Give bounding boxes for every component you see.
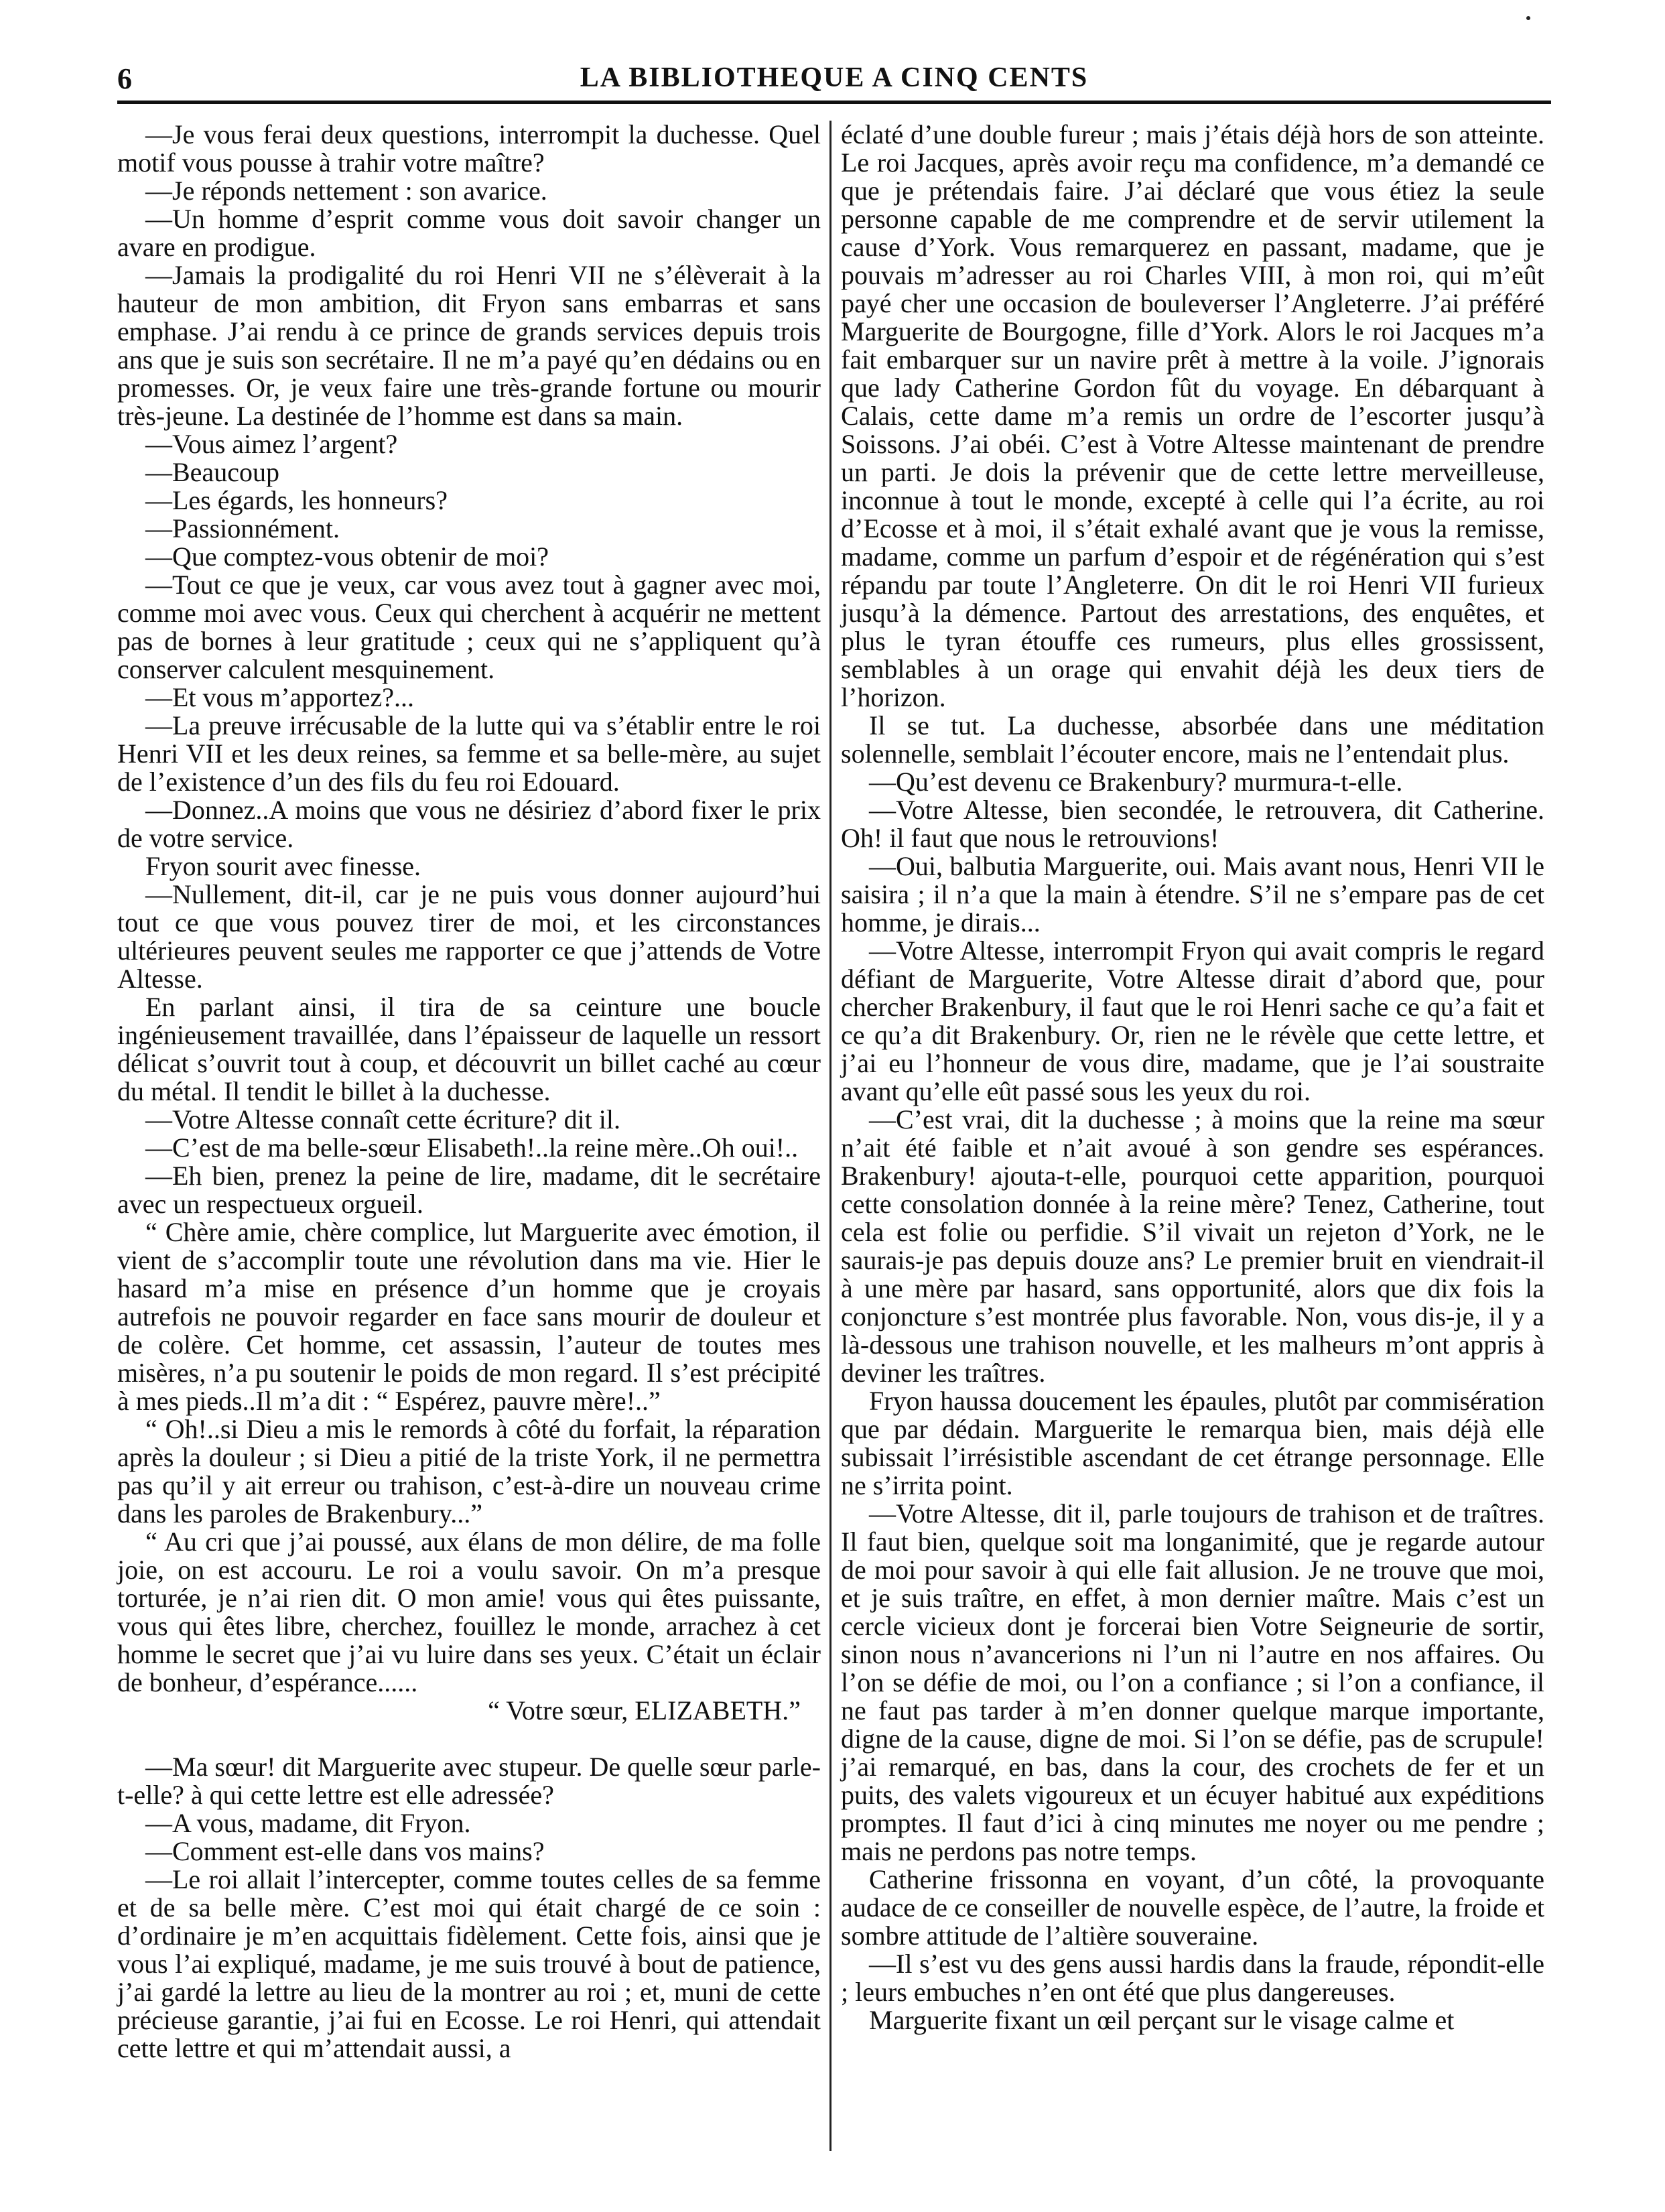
paragraph: Marguerite fixant un œil perçant sur le visage calme et <box>869 2005 1455 2035</box>
right-column <box>841 121 1544 2034</box>
paragraph: —Que comptez-vous obtenir de moi? <box>145 541 549 572</box>
letter-paragraph: “ Chère amie, chère complice, lut Marguerite avec émotion, il vient de s’accomplir toute une révolution dans ma vie. Hier le hasard m’a mise en présence d’un homme que je croyais autrefois ne pouvoir regarder en face sans mourir de douleur et de colère. Cet homme, cet assassin, l’auteur de toutes mes misères, n’a pu soutenir le poids de mon regard. Il s’est précipité à mes pieds..Il m’a dit : “ Espérez, pauvre mère!..” <box>117 1217 821 1416</box>
paragraph: —A vous, madame, dit Fryon. <box>145 1808 471 1838</box>
paragraph: —Nullement, dit-il, car je ne puis vous donner aujourd’hui tout ce que vous pouvez tirer de moi, et les circonstances ultérieures peuvent seules me rapporter ce que j’attends de Votre Altesse. <box>117 879 821 994</box>
paragraph: Il se tut. La duchesse, absorbée dans une méditation solennelle, semblait l’écouter encore, mais ne l’entendait plus. <box>841 710 1544 769</box>
paragraph: —Et vous m’apportez?... <box>145 682 414 712</box>
paragraph: —Votre Altesse, dit il, parle toujours de trahison et de traîtres. Il faut bien, quelque soit ma longanimité, que je regarde autour de moi pour savoir à qui elle fait allusion. Je ne trouve que moi, et je suis traître, en effet, à mon dernier maître. Mais c’est un cercle vicieux dont je forcerai bien Votre Seigneurie de sortir, sinon nous n’avancerions ni l’un ni l’autre en nos affaires. Ou l’on se défie de moi, ou l’on a confiance ; si l’on a confiance, il ne faut pas tarder à m’en donner quelque marque importante, digne de la cause, digne de moi. Si l’on se défie, pas de scrupule! j’ai remarqué, en bas, dans la cour, des crochets de fer et un puits, des valets vigoureux et un écuyer habitué aux expéditions promptes. Il faut d’ici à cinq minutes me noyer ou me pendre ; mais ne perdons pas notre temps. <box>841 1498 1544 1866</box>
paragraph: —Oui, balbutia Marguerite, oui. Mais avant nous, Henri VII le saisira ; il n’a que la main à étendre. S’il ne s’empare pas de cet homme, je dirais... <box>841 851 1544 937</box>
paragraph: éclaté d’une double fureur ; mais j’étais déjà hors de son atteinte. Le roi Jacques, après avoir reçu ma confidence, m’a demandé ce que je prétendais faire. J’ai déclaré que vous étiez la seule personne capable de me comprendre et de servir utilement la cause d’York. Vous remarquerez en passant, madame, que je pouvais m’adresser au roi Charles VIII, à mon roi, qui m’eût payé cher une occasion de bouleverser l’Angleterre. J’ai préféré Marguerite de Bourgogne, fille d’York. Alors le roi Jacques m’a fait embarquer sur un navire prêt à mettre à la voile. J’ignorais que lady Catherine Gordon fût du voyage. En débarquant à Calais, cette dame m’a remis un ordre de l’escorter jusqu’à Soissons. J’ai obéi. C’est à Votre Altesse maintenant de prendre un parti. Je dois la prévenir que de cette lettre merveilleuse, inconnue à tout le monde, excepté à celle qui l’a écrite, au roi d’Ecosse et à moi, il s’était exhalé avant que je vous la remisse, madame, comme un parfum d’espoir et de régénération qui s’est répandu par toute l’Angleterre. On dit le roi Henri VII furieux jusqu’à la démence. Partout des arrestations, des enquêtes, et plus le tyran étouffe ces rumeurs, plus elles grossissent, semblables à un orage qui envahit déjà les deux tiers de l’horizon. <box>841 119 1544 712</box>
running-title: LA BIBLIOTHEQUE A CINQ CENTS <box>580 62 1089 93</box>
paragraph: —Vous aimez l’argent? <box>145 429 398 459</box>
paragraph: Fryon sourit avec finesse. <box>145 851 421 881</box>
print-speck <box>1526 16 1530 20</box>
header-rule <box>117 101 1551 104</box>
paragraph: —Passionnément. <box>145 513 340 543</box>
paragraph: —Qu’est devenu ce Brakenbury? murmura-t-elle. <box>869 767 1403 797</box>
paragraph: —Je vous ferai deux questions, interrompit la duchesse. Quel motif vous pousse à trahir votre maître? <box>117 119 821 178</box>
paragraph: —Ma sœur! dit Marguerite avec stupeur. De quelle sœur parle-t-elle? à qui cette lettre est elle adressée? <box>117 1752 821 1810</box>
paragraph: —Beaucoup <box>145 457 279 487</box>
paragraph: Catherine frissonna en voyant, d’un côté, la provoquante audace de ce conseiller de nouvelle espèce, de l’autre, la froide et sombre attitude de l’altière souveraine. <box>841 1864 1544 1951</box>
paragraph: —C’est de ma belle-sœur Elisabeth!..la reine mère..Oh oui!.. <box>145 1132 799 1163</box>
paragraph: —Votre Altesse, bien secondée, le retrouvera, dit Catherine. Oh! il faut que nous le retrouvions! <box>841 795 1544 853</box>
letter-signature: “ Votre sœur, ELIZABETH.” <box>488 1695 801 1726</box>
page-header <box>117 59 1551 99</box>
paragraph: —Jamais la prodigalité du roi Henri VII ne s’élèverait à la hauteur de mon ambition, dit Fryon sans embarras et sans emphase. J’ai rendu à ce prince de grands services depuis trois ans que je suis son secrétaire. Il ne m’a payé qu’en dédains ou en promesses. Or, je veux faire une très-grande fortune ou mourir très-jeune. La destinée de l’homme est dans sa main. <box>117 260 821 431</box>
paragraph: —La preuve irrécusable de la lutte qui va s’établir entre le roi Henri VII et les deux reines, sa femme et sa belle-mère, au sujet de l’existence d’un des fils du feu roi Edouard. <box>117 710 821 797</box>
spacer <box>117 1725 821 1753</box>
left-column <box>117 121 821 2063</box>
paragraph: —Donnez..A moins que vous ne désiriez d’abord fixer le prix de votre service. <box>117 795 821 853</box>
paragraph: Fryon haussa doucement les épaules, plutôt par commisération que par dédain. Marguerite le remarqua bien, mais déjà elle subissait l’irrésistible ascendant de cet étrange personnage. Elle ne s’irrita point. <box>841 1386 1544 1500</box>
paragraph: —Votre Altesse, interrompit Fryon qui avait compris le regard défiant de Marguerite, Votre Altesse dirait d’abord que, pour chercher Brakenbury, il faut que le roi Henri sache ce qu’a fait et ce qu’a dit Brakenbury. Or, rien ne le révèle que cette lettre, et j’ai eu l’honneur de vous dire, madame, que je l’ai soustraite avant qu’elle eût passé sous les yeux du roi. <box>841 935 1544 1106</box>
paragraph: —Le roi allait l’intercepter, comme toutes celles de sa femme et de sa belle mère. C’est moi qui était chargé de ce soin : d’ordinaire je m’en acquittais fidèlement. Cette fois, ainsi que je vous l’ai expliqué, madame, je me suis trouvé à bout de patience, j’ai gardé la lettre au lieu de la montrer au roi ; et, muni de cette précieuse garantie, j’ai fui en Ecosse. Le roi Henri, qui attendait cette lettre et qui m’attendait aussi, a <box>117 1864 821 2063</box>
page-number: 6 <box>117 62 132 95</box>
paragraph: —Un homme d’esprit comme vous doit savoir changer un avare en prodigue. <box>117 204 821 262</box>
paragraph: —Les égards, les honneurs? <box>145 485 448 515</box>
letter-paragraph: “ Oh!..si Dieu a mis le remords à côté du forfait, la réparation après la douleur ; si Dieu a pitié de la triste York, il ne permettra pas qu’il y ait erreur ou trahison, c’est-à-dire un nouveau crime dans les paroles de Brakenbury...” <box>117 1414 821 1528</box>
paragraph: —Il s’est vu des gens aussi hardis dans la fraude, répondit-elle ; leurs embuches n’en ont été que plus dangereuses. <box>841 1949 1544 2007</box>
letter-paragraph: “ Au cri que j’ai poussé, aux élans de mon délire, de ma folle joie, on est accouru. Le roi a voulu savoir. On m’a presque torturée, je n’ai rien dit. O mon amie! vous qui êtes puissante, vous qui êtes libre, cherchez, fouillez le monde, arrachez à cet homme le secret que j’ai vu luire dans ses yeux. C’était un éclair de bonheur, d’espérance...... <box>117 1526 821 1697</box>
paragraph: En parlant ainsi, il tira de sa ceinture une boucle ingénieusement travaillée, dans l’épaisseur de laquelle un ressort délicat s’ouvrit tout à coup, et découvrit un billet caché au cœur du métal. Il tendit le billet à la duchesse. <box>117 992 821 1106</box>
paragraph: —Je réponds nettement : son avarice. <box>145 176 547 206</box>
paragraph: —Comment est-elle dans vos mains? <box>145 1836 545 1866</box>
column-divider <box>829 121 831 2151</box>
paragraph: —Tout ce que je veux, car vous avez tout à gagner avec moi, comme moi avec vous. Ceux qui cherchent à acquérir ne mettent pas de bornes à leur gratitude ; ceux qui ne s’appliquent qu’à conserver calculent mesquinement. <box>117 570 821 684</box>
paragraph: —Votre Altesse connaît cette écriture? dit il. <box>145 1104 621 1134</box>
paragraph: —Eh bien, prenez la peine de lire, madame, dit le secrétaire avec un respectueux orgueil. <box>117 1161 821 1219</box>
paragraph: —C’est vrai, dit la duchesse ; à moins que la reine ma sœur n’ait été faible et n’ait avoué à son gendre ses espérances. Brakenbury! ajouta-t-elle, pourquoi cette apparition, pourquoi cette consolation donnée à la reine mère? Tenez, Catherine, tout cela est folie ou perfidie. S’il vivait un rejeton d’York, ne le saurais-je pas depuis douze ans? Le premier bruit en viendrait-il à une mère par hasard, sans opportunité, alors que dix fois la conjoncture s’est montrée plus favorable. Non, vous dis-je, il y a là-dessous une trahison nouvelle, et les malheurs m’ont appris à deviner les traîtres. <box>841 1104 1544 1388</box>
